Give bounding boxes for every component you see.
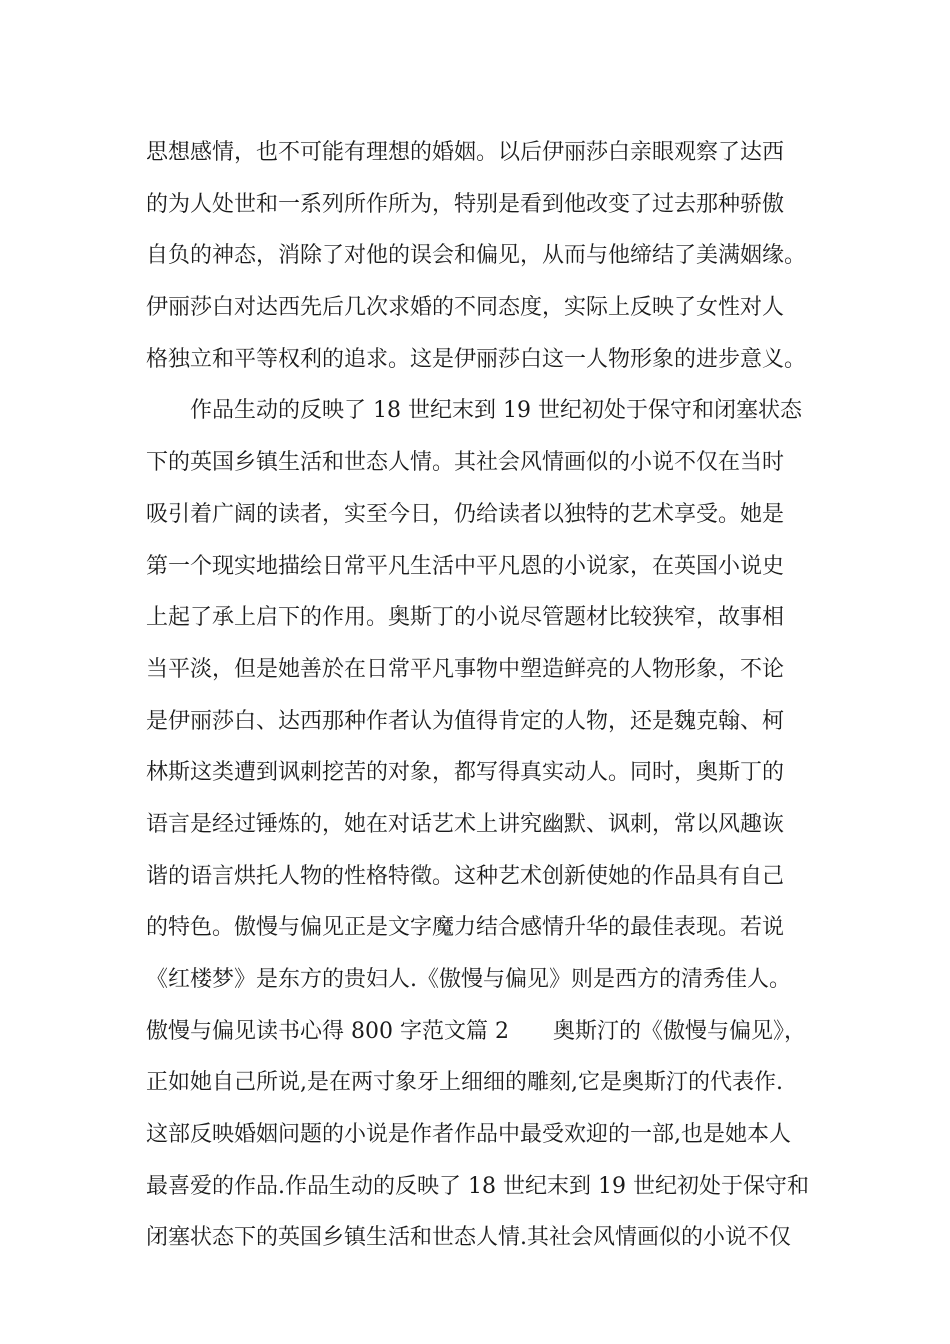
text-line: 思想感情，也不可能有理想的婚姻。以后伊丽莎白亲眼观察了达西: [146, 140, 785, 165]
text-line: 正如她自己所说,是在两寸象牙上细细的雕刻,它是奥斯汀的代表作.: [146, 1070, 783, 1096]
text-line: 闭塞状态下的英国乡镇生活和世态人情.其社会风情画似的小说不仅: [146, 1225, 791, 1251]
text-line: 这部反映婚姻问题的小说是作者作品中最受欢迎的一部,也是她本人: [146, 1122, 791, 1148]
text-line: 林斯这类遭到讽刺挖苦的对象，都写得真实动人。同时，奥斯丁的: [146, 760, 785, 786]
text-line: 的为人处世和一系列所作所为，特别是看到他改变了过去那种骄傲: [146, 191, 785, 217]
text-line: 自负的神态，消除了对他的误会和偏见，从而与他缔结了美满姻缘。: [146, 243, 807, 269]
text-line: 语言是经过锤炼的，她在对话艺术上讲究幽默、讽刺，常以风趣诙: [146, 811, 785, 837]
document-body: [146, 133, 846, 1270]
text-line: 上起了承上启下的作用。奥斯丁的小说尽管题材比较狭窄，故事相: [146, 605, 785, 631]
text-line: 傲慢与偏见读书心得 800 字范文篇 2 奥斯汀的《傲慢与偏见》，: [146, 1018, 806, 1044]
text-line: 是伊丽莎白、达西那种作者认为值得肯定的人物，还是魏克翰、柯: [146, 708, 785, 734]
text-line: 的特色。傲慢与偏见正是文字魔力结合感情升华的最佳表现。若说: [146, 915, 785, 941]
text-line: 第一个现实地描绘日常平凡生活中平凡恩的小说家，在英国小说史: [146, 553, 785, 579]
text-line: 伊丽莎白对达西先后几次求婚的不同态度，实际上反映了女性对人: [146, 295, 785, 321]
text-line: 作品生动的反映了 18 世纪末到 19 世纪初处于保守和闭塞状态: [190, 398, 802, 424]
text-line: 最喜爱的作品.作品生动的反映了 18 世纪末到 19 世纪初处于保守和: [146, 1173, 809, 1199]
text-line: 吸引着广阔的读者，实至今日，仍给读者以独特的艺术享受。她是: [146, 501, 785, 527]
text-line: 当平淡，但是她善於在日常平凡事物中塑造鲜亮的人物形象，不论: [146, 656, 785, 682]
text-line: 谐的语言烘托人物的性格特徵。这种艺术创新使她的作品具有自己: [146, 863, 785, 889]
text-line: 下的英国乡镇生活和世态人情。其社会风情画似的小说不仅在当时: [146, 450, 785, 476]
text-line: 《红楼梦》是东方的贵妇人.《傲慢与偏见》则是西方的清秀佳人。: [146, 967, 791, 992]
text-line: 格独立和平等权利的追求。这是伊丽莎白这一人物形象的进步意义。: [146, 346, 807, 372]
